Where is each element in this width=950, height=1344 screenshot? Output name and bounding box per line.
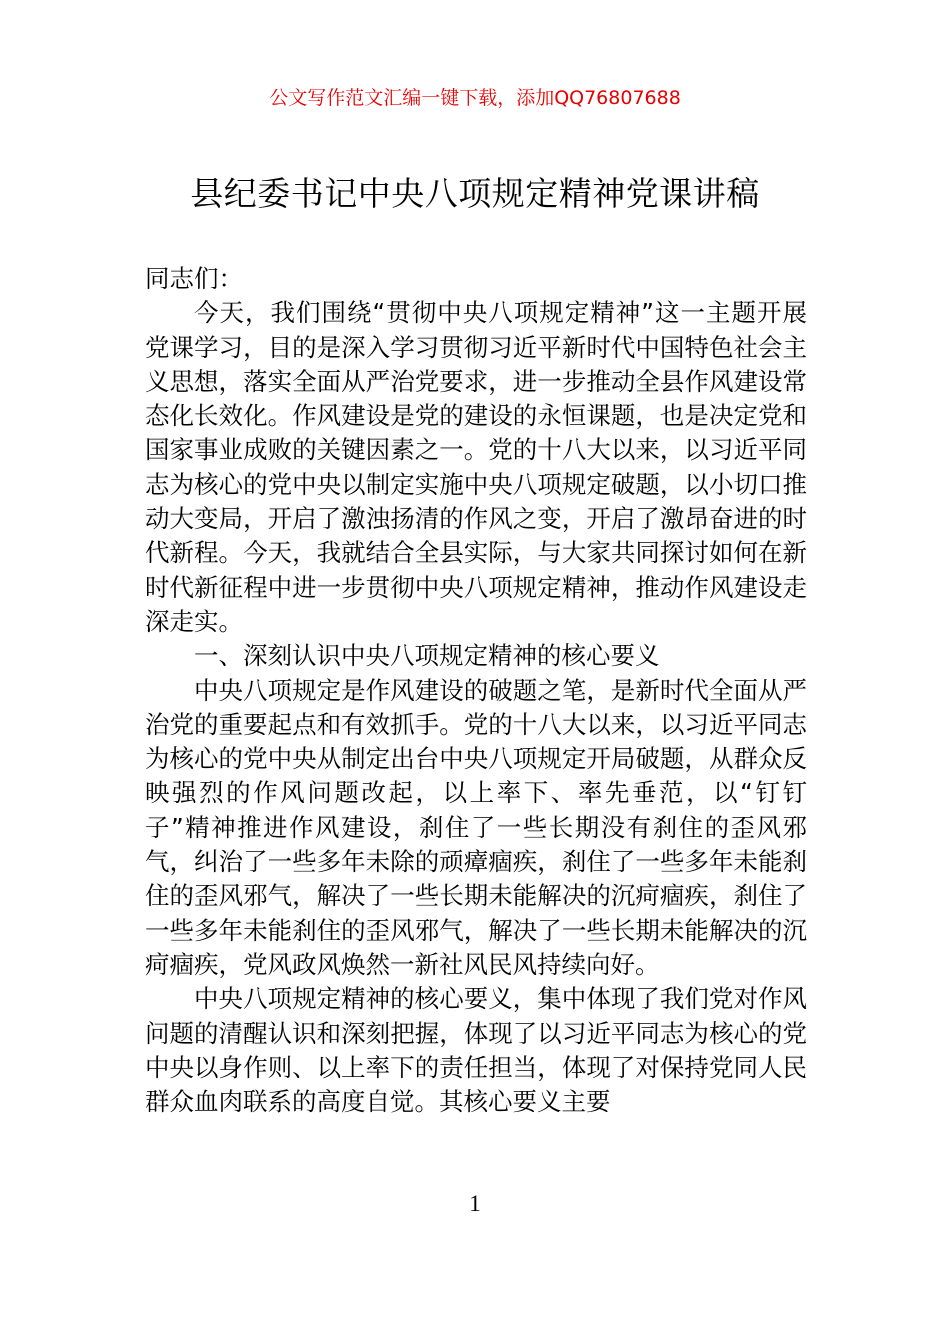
- download-notice: 公文写作范文汇编一键下载，添加QQ76807688: [269, 87, 681, 109]
- paragraph: 今天，我们围绕“贯彻中央八项规定精神”这一主题开展党课学习，目的是深入学习贯彻习近平新时代中国特色社会主义思想，落实全面从严治党要求，进一步推动全县作风建设常态化长效化。作风建设是党的建设的永恒课题，也是决定党和国家事业成败的关键因素之一。党的十八大以来，以习近平同志为核心的党中央以制定实施中央八项规定破题，以小切口推动大变局，开启了激浊扬清的作风之变，开启了激昂奋进的时代新程。今天，我就结合全县实际，与大家共同探讨如何在新时代新征程中进一步贯彻中央八项规定精神，推动作风建设走深走实。: [145, 298, 807, 636]
- page-number: 1: [469, 1191, 481, 1216]
- paragraph: 中央八项规定是作风建设的破题之笔，是新时代全面从严治党的重要起点和有效抓手。党的十八大以来，以习近平同志为核心的党中央从制定出台中央八项规定开局破题，从群众反映强烈的作风问题改起，以上率下、率先垂范，以“钉钉子”精神推进作风建设，刹住了一些长期没有刹住的歪风邪气，纠治了一些多年未除的顽瘴痼疾，刹住了一些多年未能刹住的歪风邪气，解决了一些长期未能解决的沉疴痼疾，刹住了一些多年未能刹住的歪风邪气，解决了一些长期未能解决的沉疴痼疾，党风政风焕然一新社风民风持续向好。: [145, 675, 807, 979]
- document-title: 县纪委书记中央八项规定精神党课讲稿: [190, 174, 760, 213]
- paragraph: 中央八项规定精神的核心要义，集中体现了我们党对作风问题的清醒认识和深刻把握，体现了以习近平同志为核心的党中央以身作则、以上率下的责任担当，体现了对保持党同人民群众血肉联系的高度自觉。其核心要义主要: [145, 984, 807, 1117]
- salutation: 同志们：: [145, 264, 243, 293]
- document-body: [145, 262, 807, 1119]
- section-heading: 一、深刻认识中央八项规定精神的核心要义: [194, 641, 660, 671]
